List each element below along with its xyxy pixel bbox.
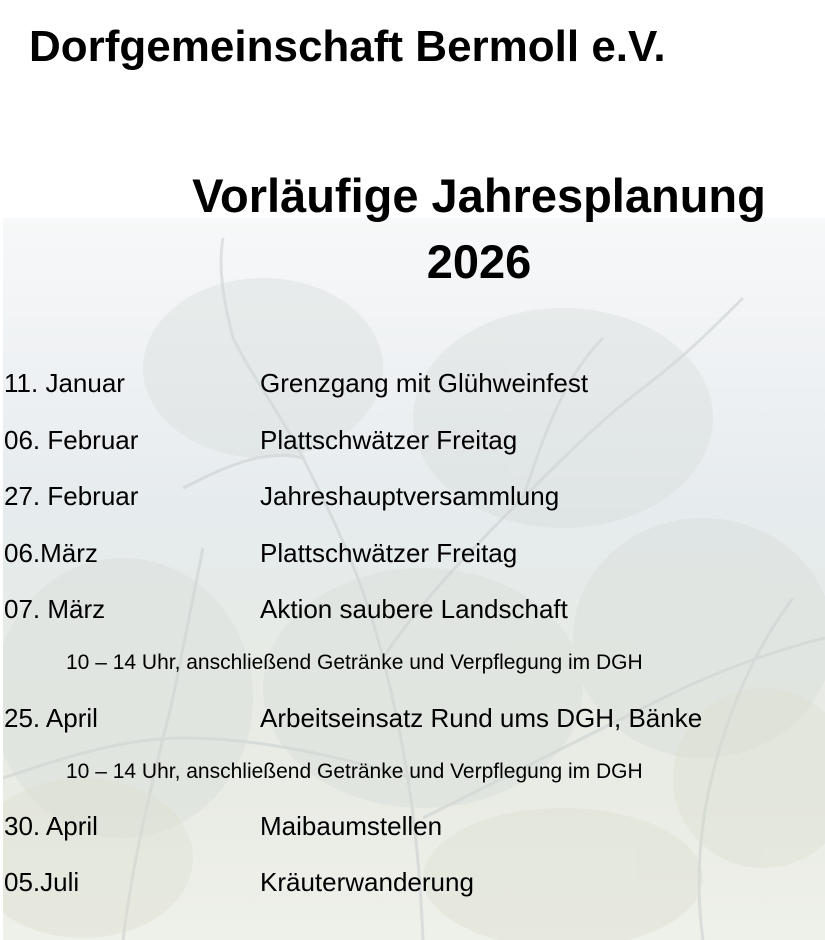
schedule-date: 30. April xyxy=(4,811,98,841)
schedule-event: Plattschwätzer Freitag xyxy=(260,425,518,455)
schedule-date: 06. Februar xyxy=(4,425,139,455)
schedule-event: Grenzgang mit Glühweinfest xyxy=(260,368,589,398)
schedule-date: 05.Juli xyxy=(4,867,80,897)
plan-title-year: 2026 xyxy=(426,235,532,288)
organization-title: Dorfgemeinschaft Bermoll e.V. xyxy=(29,22,666,71)
schedule-date: 06.März xyxy=(4,538,98,568)
plan-title xyxy=(170,163,788,295)
schedule-date: 07. März xyxy=(4,594,106,624)
schedule-event: Jahreshauptversammlung xyxy=(260,481,560,511)
schedule-event: Maibaumstellen xyxy=(260,811,443,841)
schedule-note: 10 – 14 Uhr, anschließend Getränke und Verpflegung im DGH xyxy=(66,651,643,674)
schedule-date: 11. Januar xyxy=(4,368,125,398)
schedule-event: Plattschwätzer Freitag xyxy=(260,538,518,568)
schedule-date: 25. April xyxy=(4,703,98,733)
schedule-event: Arbeitseinsatz Rund ums DGH, Bänke xyxy=(260,703,703,733)
schedule-event: Aktion saubere Landschaft xyxy=(260,594,568,624)
plan-title-line1: Vorläufige Jahresplanung xyxy=(192,169,766,222)
schedule-event: Kräuterwanderung xyxy=(260,867,474,897)
schedule-note: 10 – 14 Uhr, anschließend Getränke und Verpflegung im DGH xyxy=(66,760,643,783)
schedule-date: 27. Februar xyxy=(4,481,139,511)
